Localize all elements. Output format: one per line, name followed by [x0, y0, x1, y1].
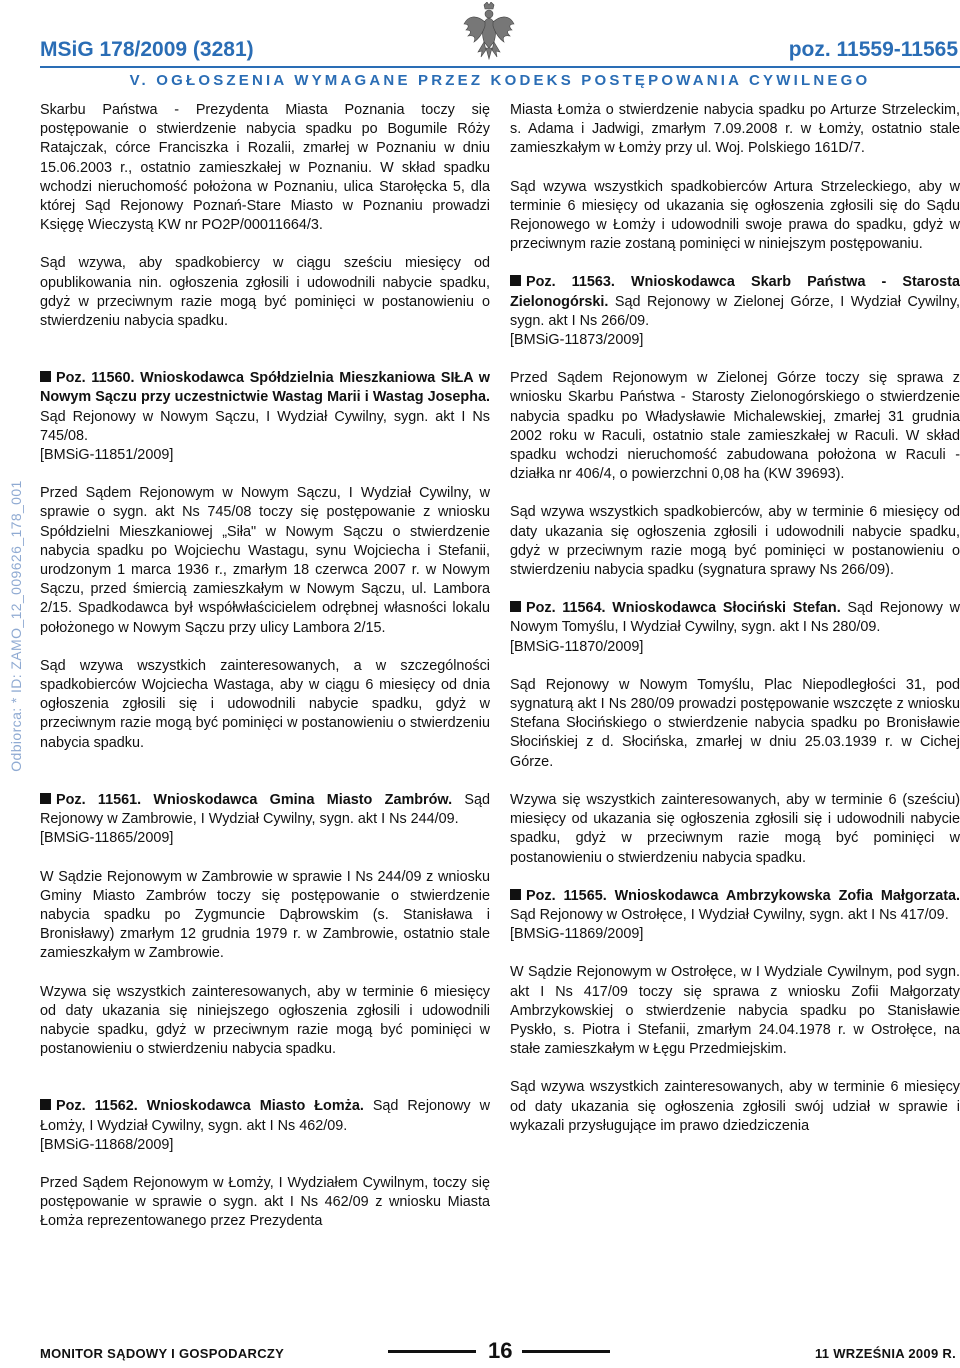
entry-11563-title: Poz. 11563. Wnioskodawca Skarb Państwa - Starosta Zielonogórski.	[510, 274, 960, 310]
square-bullet-icon	[510, 275, 521, 286]
square-bullet-icon	[510, 601, 521, 612]
entry-11560-paragraph-2: Sąd wzywa wszystkich zainteresowanych, a w szczególności spadkobierców Wojciecha Wastaga, aby w ciągu 6 miesięcy od dnia ogłoszenia zgłosili się i udowodnili nabycie spadku, gdyż w przeciwnym razie mogą być pominięci w postanowieniu o stwierdzeniu nabycia spadku.	[40, 657, 490, 751]
right-paragraph-2: Sąd wzywa wszystkich spadkobierców Artura Strzeleckiego, aby w terminie 6 miesięcy od ukazania się ogłoszenia zgłosili się do Sądu Rejonowego w Łomży i udowodnili swoje prawa do spadku, gdyż w przeciwnym razie zostaną pominięci w niniejszym postępowaniu.	[510, 178, 960, 253]
footer-date: 11 WRZEŚNIA 2009 R.	[814, 1346, 956, 1361]
entry-11565-court: Sąd Rejonowy w Ostrołęce, I Wydział Cywilny, sygn. akt I Ns 417/09.	[510, 906, 949, 923]
entry-11560-paragraph-1: Przed Sądem Rejonowym w Nowym Sączu, I Wydział Cywilny, w sprawie o sygn. akt Ns 745/08 toczy się postępowanie z wniosku Spółdzielni Mieszkaniowej „Siła" w Nowym Sączu o stwierdzenie nabycia spadku po Wojciechu Wastagu, synu Wojciecha i Stefanii, urodzonym 1 marca 1936 r., zmarłym 18 czerwca 2007 r. w Nowym Sączu, przed śmiercią zamieszkałym w Nowym Sączu, ul. Lambora 2/15. Spadkodawca był współwłaścicielem odrębnej własności lokalu położonego w Nowym Sączu przy ulicy Lambora 2/15.	[40, 485, 490, 636]
entry-11561-head	[40, 791, 490, 829]
left-paragraph-1: Skarbu Państwa - Prezydenta Miasta Poznania toczy się postępowanie o stwierdzenie nabycia spadku po Bogumile Róży Ratajczak, córce Franciszka i Rozalii, zmarłej w Poznaniu w dniu 15.06.2003 r., ostatnio zamieszkałej w Poznaniu. W skład spadku wchodzi nieruchomość położona w Poznaniu, ulica Starołęcka 5, dla której Sąd Rejonowy Poznań-Stare Miasto w Poznaniu prowadzi Księgę Wieczystą KW nr PO2P/00011664/3.	[40, 102, 490, 234]
square-bullet-icon	[40, 793, 51, 804]
right-paragraph-1: Miasta Łomża o stwierdzenie nabycia spadku po Arturze Strzeleckim, s. Adama i Jadwigi, zmarłym 7.09.2008 r. w Łomży, ostatnio stale zamieszkałym w Łomży przy ul. Woj. Polskiego 161D/7.	[510, 102, 960, 157]
right-column	[510, 101, 960, 1136]
entry-11565-id: [BMSiG-11869/2009]	[510, 926, 644, 943]
entry-11560-court: Sąd Rejonowy w Nowym Sączu, I Wydział Cywilny, sygn. akt I Ns 745/08.	[40, 408, 490, 444]
entry-11563-court: Sąd Rejonowy w Zielonej Górze, I Wydział Cywilny, sygn. akt I Ns 266/09.	[510, 293, 960, 329]
entry-11562-paragraph-1: Przed Sądem Rejonowym w Łomży, I Wydziałem Cywilnym, toczy się postępowanie w sprawie o sygn. akt I Ns 462/09 z wniosku Miasta Łomża reprezentowanego przez Prezydenta	[40, 1174, 490, 1230]
square-bullet-icon	[40, 1099, 51, 1110]
section-title: V. OGŁOSZENIA WYMAGANE PRZEZ KODEKS POSTĘPOWANIA CYWILNEGO	[129, 72, 871, 89]
entry-11561-id: [BMSiG-11865/2009]	[40, 830, 174, 847]
entry-11564-id: [BMSiG-11870/2009]	[510, 638, 644, 655]
left-paragraph-2: Sąd wzywa, aby spadkobiercy w ciągu sześciu miesięcy od opublikowania nin. ogłoszenia zgłosili i udowodnili nabycie spadku, gdyż w przeciwnym razie mogą być pominięci w postanowieniu o stwierdzeniu nabycia spadku.	[40, 255, 490, 330]
footer-rule-left	[388, 1350, 476, 1353]
page-number: 16	[488, 1338, 513, 1363]
entry-11563-paragraph-2: Sąd wzywa wszystkich spadkobierców, aby w terminie 6 miesięcy od daty ukazania się ogłoszenia zgłosili i udowodnili nabycie spadku, gdyż w przeciwnym razie mogą być pominięci w postanowieniu o stwierdzeniu nabycia spadku (sygnatura sprawy Ns 266/09).	[510, 504, 960, 579]
entry-11564-head	[510, 599, 960, 637]
entry-11561-title: Poz. 11561. Wnioskodawca Gmina Miasto Zambrów.	[56, 791, 453, 808]
entry-11564-paragraph-1: Sąd Rejonowy w Nowym Tomyślu, Plac Niepodległości 31, pod sygnaturą akt I Ns 280/09 prowadzi postępowanie wszczęte z wniosku Stefana Słocińskiego o stwierdzenie nabycia spadku po Bronisławie Słocińskiej z d. Słocińska, zmarłej w dniu 25.03.1939 r. w Cichej Górze.	[510, 676, 960, 770]
footer-rule-right	[522, 1350, 610, 1353]
entry-11560-title: Poz. 11560. Wnioskodawca Spółdzielnia Mieszkaniowa SIŁA w Nowym Sączu przy uczestnictwie Wastag Marii i Wastag Josepha.	[40, 370, 490, 406]
entry-11563-paragraph-1: Przed Sądem Rejonowym w Zielonej Górze toczy się sprawa z wniosku Skarbu Państwa - Starosty Zielonogórskiego o stwierdzenie nabycia spadku po Władysławie Michalewskiej, zmarłej 31 grudnia 2002 roku w Raculi, ostatnio stale zamieszkałej w Raculi. W skład spadku wchodzi nieruchomość zabudowana położona w Raculi - działka nr 406/4, o powierzchni 0,08 ha (KW 39693).	[510, 370, 960, 483]
entry-11564-court: Sąd Rejonowy w Nowym Tomyślu, I Wydział Cywilny, sygn. akt I Ns 280/09.	[510, 600, 960, 636]
left-column	[40, 101, 490, 1232]
entry-11562-id: [BMSiG-11868/2009]	[40, 1136, 174, 1153]
entry-11565-head	[510, 887, 960, 925]
polish-eagle-emblem-icon	[462, 2, 516, 60]
entry-11560-id: [BMSiG-11851/2009]	[40, 447, 174, 464]
footer-publication: MONITOR SĄDOWY I GOSPODARCZY	[40, 1346, 285, 1361]
entry-11562-court: Sąd Rejonowy w Łomży, I Wydział Cywilny, sygn. akt I Ns 462/09.	[40, 1098, 490, 1134]
entry-11562-title: Poz. 11562. Wnioskodawca Miasto Łomża.	[56, 1098, 364, 1115]
entry-11562-head	[40, 1097, 490, 1135]
entry-11561-paragraph-1: W Sądzie Rejonowym w Zambrowie w sprawie I Ns 244/09 z wniosku Gminy Miasto Zambrów toczy się postępowanie o stwierdzenie nabycia spadku po Zygmuncie Dąbrowskim (s. Stanisława i Bronisławy) zmarłym 12 grudnia 1979 r. w Zambrowie, ostatnio stale zamieszkałym w Zambrowie.	[40, 868, 490, 962]
entry-11565-paragraph-1: W Sądzie Rejonowym w Ostrołęce, w I Wydziale Cywilnym, pod sygn. akt I Ns 417/09 toczy się sprawa z wniosku Zofii Małgorzaty Ambrzykowskiej o stwierdzenie nabycia spadku po Stanisławie Pyskło, s. Piotra i Stefanii, zmarłym 24.04.1978 r. w Ostrołęce, na stałe zamieszkałym w Łęgu Przedmiejskim.	[510, 964, 960, 1058]
entry-11563-head	[510, 273, 960, 331]
header-right: poz. 11559-11565	[788, 38, 958, 61]
square-bullet-icon	[40, 371, 51, 382]
square-bullet-icon	[510, 889, 521, 900]
entry-11564-title: Poz. 11564. Wnioskodawca Słociński Stefan.	[526, 600, 841, 617]
entry-11561-court: Sąd Rejonowy w Zambrowie, I Wydział Cywilny, sygn. akt I Ns 244/09.	[40, 791, 491, 828]
entry-11561-paragraph-2: Wzywa się wszystkich zainteresowanych, aby w terminie 6 miesięcy od daty ukazania się niniejszego ogłoszenia zgłosili i udowodnili nabycie spadku, gdyż w przeciwnym razie mogą być pominięci w postanowieniu o stwierdzeniu nabycia spadku.	[40, 983, 490, 1058]
section-rule	[40, 66, 960, 68]
entry-11560-head	[40, 369, 490, 446]
entry-11563-id: [BMSiG-11873/2009]	[510, 332, 644, 349]
entry-11565-title: Poz. 11565. Wnioskodawca Ambrzykowska Zofia Małgorzata.	[526, 887, 960, 904]
header-left: MSiG 178/2009 (3281)	[40, 38, 254, 61]
entry-11565-paragraph-2: Sąd wzywa wszystkich zainteresowanych, aby w terminie 6 miesięcy od daty ukazania się ogłoszenia zgłosili swój udział w sprawie i wykazali przysługujące im prawo dziedziczenia	[510, 1079, 960, 1134]
sidebar-watermark: Odbiorca: * ID: ZAMO_12_009626_178_001	[8, 480, 24, 772]
entry-11564-paragraph-2: Wzywa się wszystkich zainteresowanych, aby w terminie 6 (sześciu) miesięcy od ukazania się ogłoszenia zgłosili się i udowodnili nabycie spadku, gdyż w przeciwnym razie mogą być pominięci w postanowieniu o stwierdzeniu nabycia spadku.	[510, 791, 960, 866]
